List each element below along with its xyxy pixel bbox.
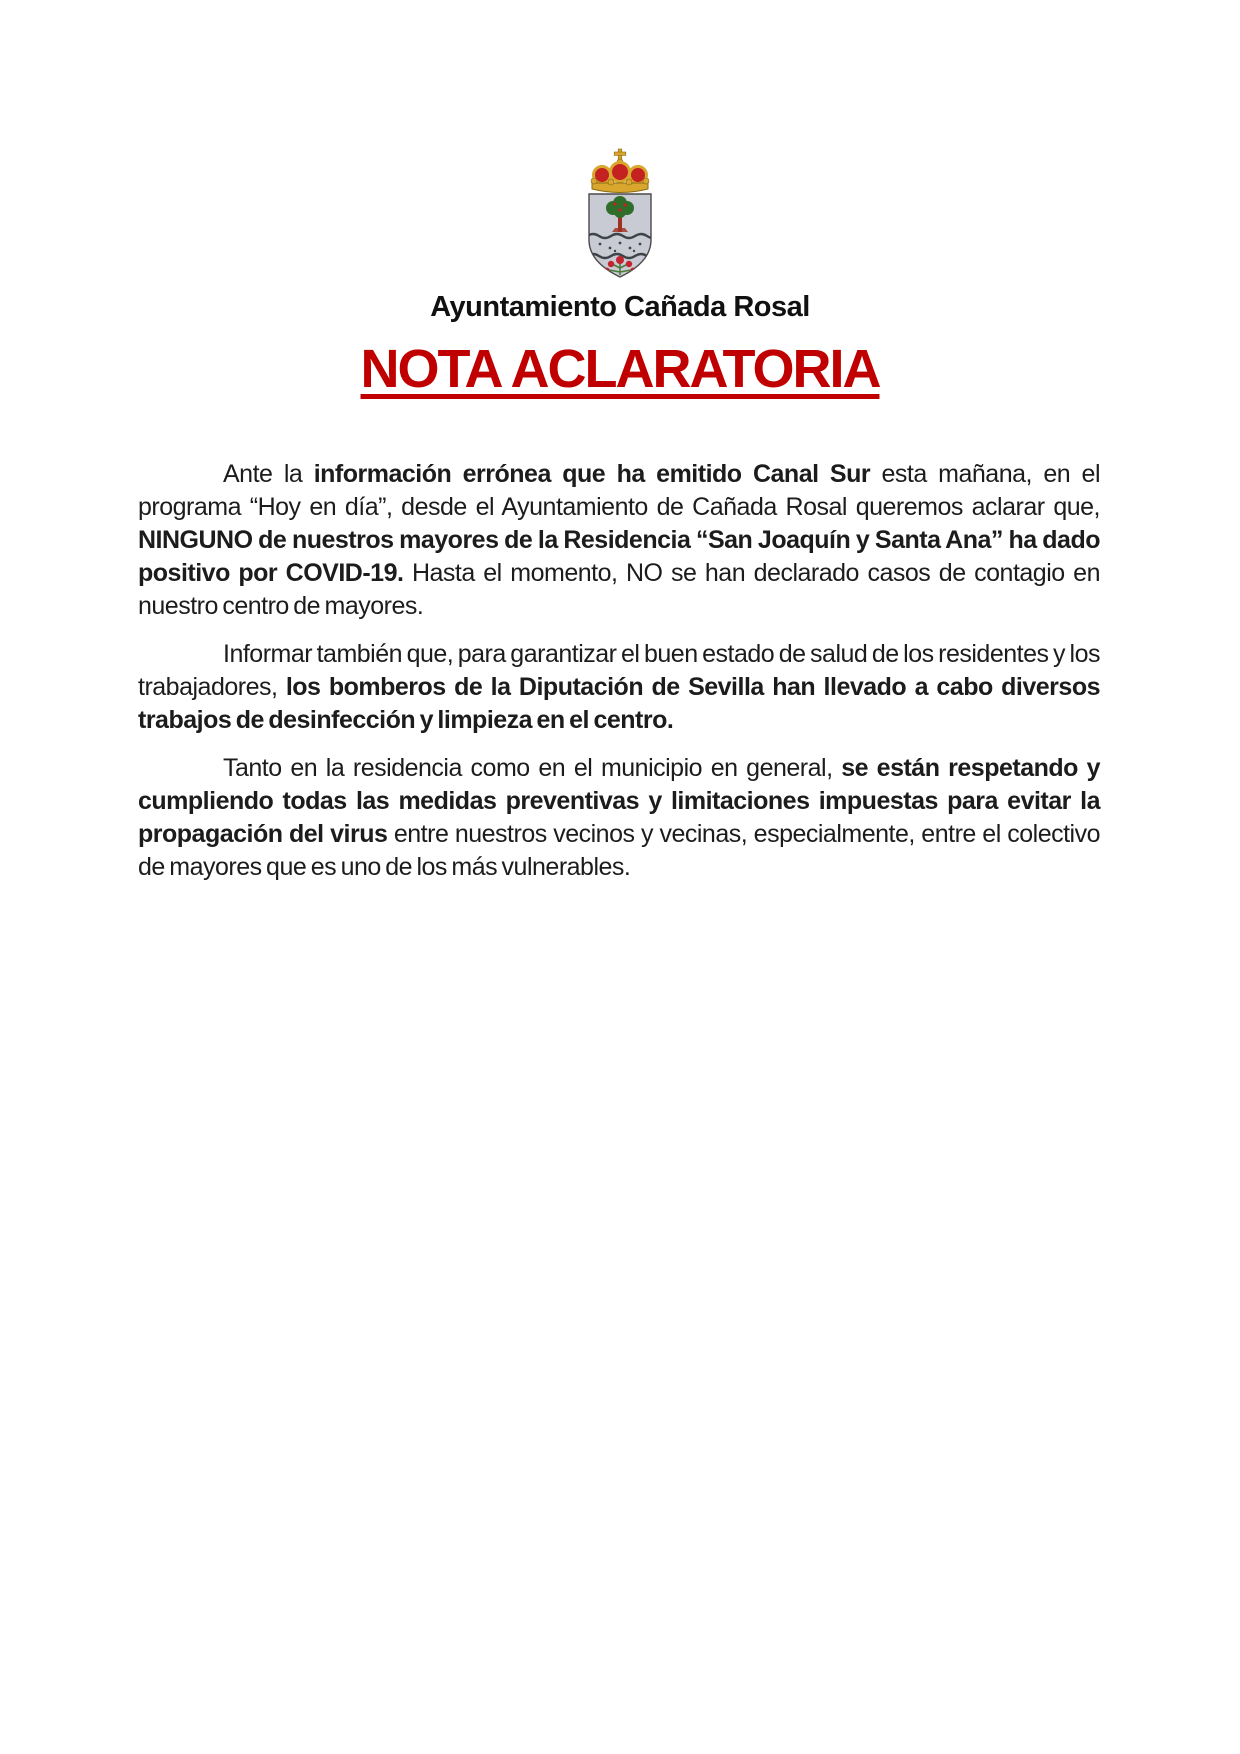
text-segment: entre nuestros vecinos y vecinas, especialmente, entre el colectivo de mayores que es uno de los más vulnerables. bbox=[138, 820, 1100, 881]
paragraph bbox=[138, 458, 1100, 623]
bold-text-segment: información errónea que ha emitido Canal Sur bbox=[313, 460, 871, 488]
text-segment: Informar también que, para garantizar el buen estado de salud de los residentes y los trabajadores, bbox=[138, 640, 1100, 701]
bold-text-segment: NINGUNO de nuestros mayores de la Residencia “San Joaquín y Santa Ana” ha dado positivo por COVID-19. bbox=[138, 526, 1100, 587]
organization-name: Ayuntamiento Cañada Rosal bbox=[430, 291, 810, 323]
paragraph bbox=[138, 752, 1100, 884]
bold-text-segment: los bomberos de la Diputación de Sevilla han llevado a cabo diversos trabajos de desinfección y limpieza en el centro. bbox=[138, 673, 1100, 734]
text-segment: Tanto en la residencia como en el municipio en general, bbox=[223, 754, 842, 782]
document-title: NOTA ACLARATORIA bbox=[360, 339, 880, 399]
text-segment: Hasta el momento, NO se han declarado casos de contagio en nuestro centro de mayores. bbox=[138, 559, 1100, 620]
coat-of-arms-icon bbox=[582, 148, 658, 280]
text-segment: esta mañana, en el programa “Hoy en día”, desde el Ayuntamiento de Cañada Rosal queremos aclarar que, bbox=[138, 460, 1101, 521]
coat-of-arms-emblem bbox=[582, 148, 658, 280]
bold-text-segment: se están respetando y cumpliendo todas las medidas preventivas y limitaciones impuestas para evitar la propagación del virus bbox=[138, 754, 1100, 848]
text-segment: Ante la bbox=[223, 460, 314, 488]
paragraph bbox=[138, 638, 1100, 737]
document-body bbox=[138, 458, 1100, 899]
crown-icon bbox=[591, 149, 649, 193]
document-title-row bbox=[0, 338, 1240, 400]
shield-icon bbox=[587, 194, 658, 277]
